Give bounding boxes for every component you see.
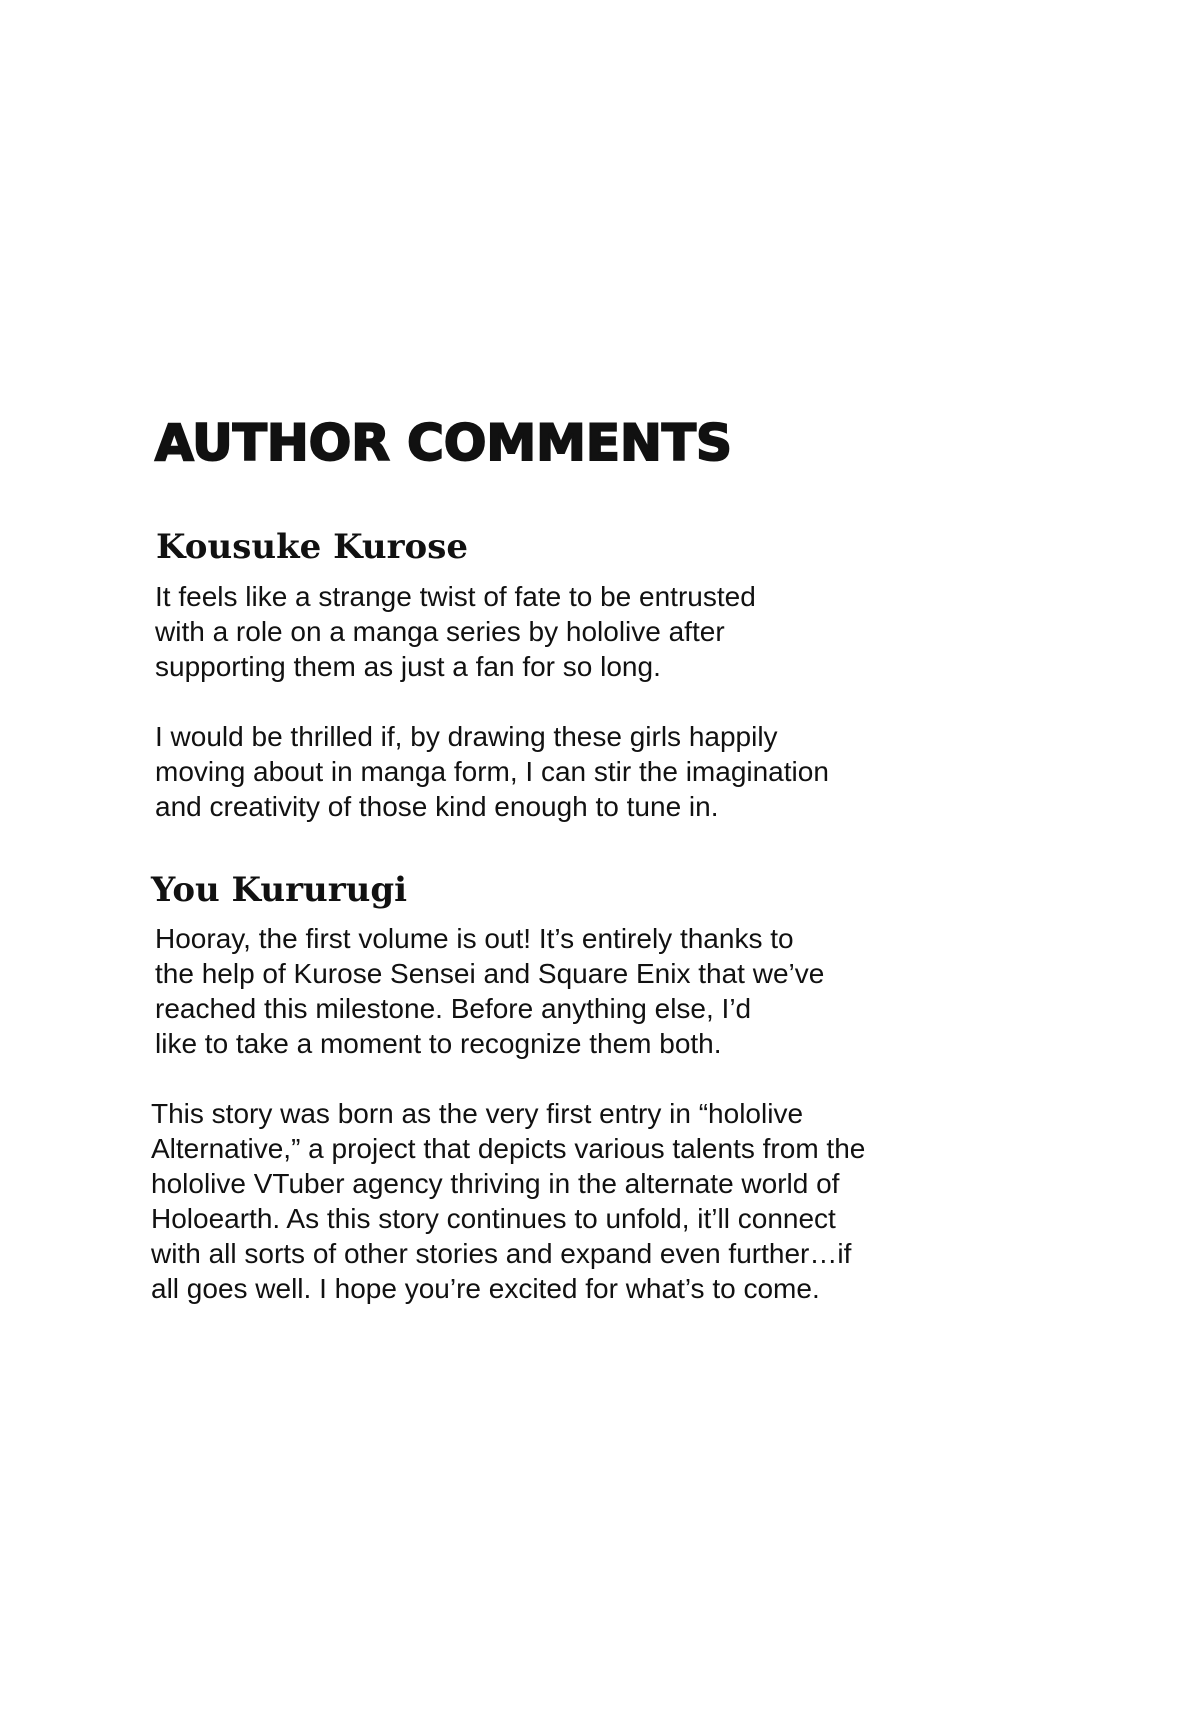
text-line: reached this milestone. Before anything else, I’d [155,993,752,1024]
text-line: This story was born as the very first entry in “hololive [151,1098,804,1129]
author-name-kurose: Kousuke Kurose [156,527,468,567]
text-line: like to take a moment to recognize them both. [155,1028,722,1059]
text-line: It feels like a strange twist of fate to be entrusted [155,581,756,612]
comment-paragraph [155,921,824,1061]
text-line: moving about in manga form, I can stir the imagination [155,756,829,787]
text-line: supporting them as just a fan for so long. [155,651,661,682]
text-line: Holoearth. As this story continues to unfold, it’ll connect [151,1203,836,1234]
text-line: with all sorts of other stories and expand even further…if [151,1238,852,1269]
comment-paragraph [155,719,829,824]
comment-paragraph [151,1096,865,1306]
text-line: the help of Kurose Sensei and Square Enix that we’ve [155,958,825,989]
text-line: with a role on a manga series by hololive after [155,616,725,647]
author-name-kururugi: You Kururugi [151,870,408,910]
text-line: I would be thrilled if, by drawing these girls happily [155,721,778,752]
text-line: Alternative,” a project that depicts various talents from the [151,1133,866,1164]
text-line: hololive VTuber agency thriving in the alternate world of [151,1168,840,1199]
text-line: all goes well. I hope you’re excited for what’s to come. [151,1273,820,1304]
text-line: and creativity of those kind enough to tune in. [155,791,719,822]
page-heading: AUTHOR COMMENTS [155,414,732,472]
comment-paragraph [155,579,756,684]
text-line: Hooray, the first volume is out! It’s entirely thanks to [155,923,794,954]
